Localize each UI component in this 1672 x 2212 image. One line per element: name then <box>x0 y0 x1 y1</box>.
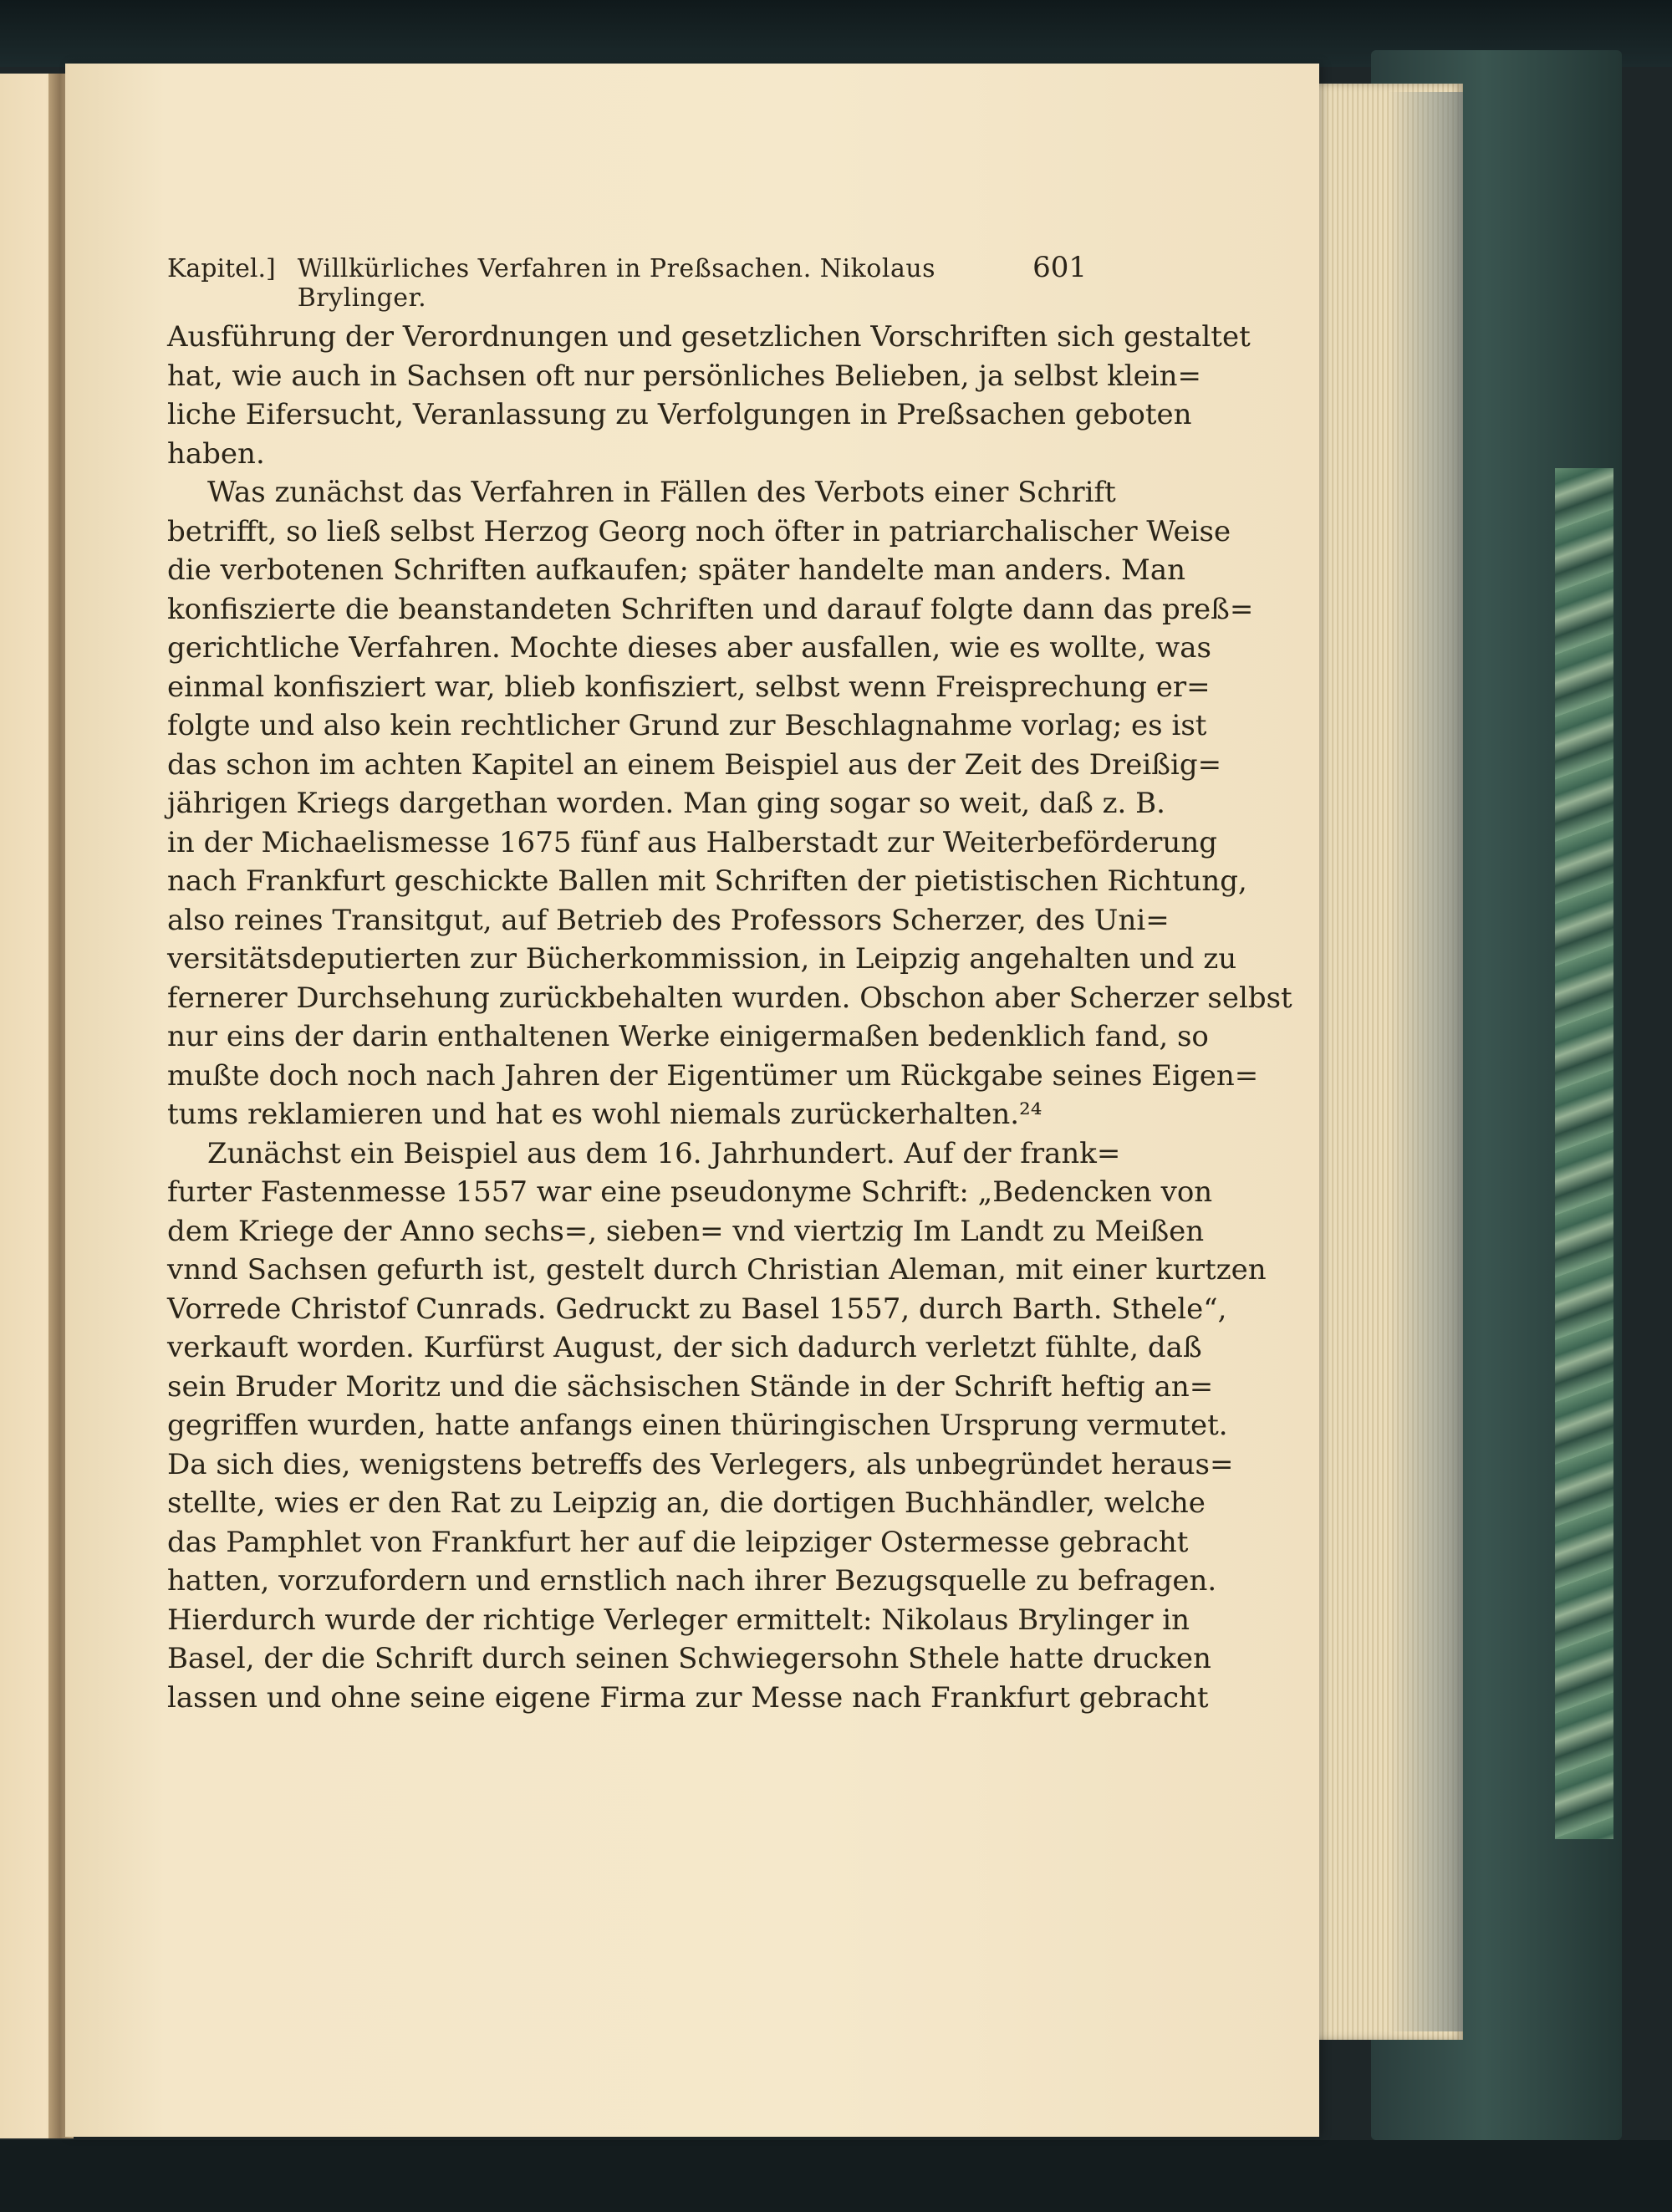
text-line: Vorrede Christof Cunrads. Gedruckt zu Basel 1557, durch Barth. Sthele“, <box>167 1292 1227 1326</box>
text-line: fernerer Durchsehung zurückbehalten wurden. Obschon aber Scherzer selbst <box>167 981 1292 1015</box>
text-line: Da sich dies, wenigstens betreffs des Verlegers, als unbegründet heraus= <box>167 1447 1234 1481</box>
text-line: tums reklamieren und hat es wohl niemals zurückerhalten.²⁴ <box>167 1098 1042 1131</box>
text-line: nur eins der darin enthaltenen Werke einigermaßen bedenklich fand, so <box>167 1020 1209 1053</box>
text-line: also reines Transitgut, auf Betrieb des Professors Scherzer, des Uni= <box>167 903 1170 937</box>
text-line: das Pamphlet von Frankfurt her auf die leipziger Ostermesse gebracht <box>167 1525 1189 1559</box>
text-line: nach Frankfurt geschickte Ballen mit Schriften der pietistischen Richtung, <box>167 864 1247 898</box>
text-line: vnnd Sachsen gefurth ist, gestelt durch Christian Aleman, mit einer kurtzen <box>167 1253 1267 1287</box>
marbled-endpaper <box>1555 468 1613 1839</box>
text-line: dem Kriege der Anno sechs=, sieben= vnd viertzig Im Landt zu Meißen <box>167 1214 1205 1248</box>
page-number: 601 <box>1032 251 1087 284</box>
text-line: jährigen Kriegs dargethan worden. Man ging sogar so weit, daß z. B. <box>167 787 1165 820</box>
running-head-chapter: Kapitel.] <box>167 254 276 283</box>
body-text <box>167 318 1292 1717</box>
text-line: verkauft worden. Kurfürst August, der sich dadurch verletzt fühlte, daß <box>167 1331 1202 1364</box>
book-cover-bottom <box>0 2140 1672 2212</box>
text-line: die verbotenen Schriften aufkaufen; später handelte man anders. Man <box>167 553 1186 587</box>
text-line: in der Michaelismesse 1675 fünf aus Halberstadt zur Weiterbeförderung <box>167 825 1217 859</box>
text-line: furter Fastenmesse 1557 war eine pseudonyme Schrift: „Bedencken von <box>167 1175 1213 1209</box>
text-line: gegriffen wurden, hatte anfangs einen thüringischen Ursprung vermutet. <box>167 1409 1228 1442</box>
text-line: Was zunächst das Verfahren in Fällen des Verbots einer Schrift <box>207 476 1116 509</box>
text-line: liche Eifersucht, Veranlassung zu Verfolgungen in Preßsachen geboten <box>167 398 1192 431</box>
text-line: versitätsdeputierten zur Bücherkommission, in Leipzig angehalten und zu <box>167 942 1237 976</box>
text-line: Basel, der die Schrift durch seinen Schwiegersohn Sthele hatte drucken <box>167 1642 1211 1675</box>
text-line: haben. <box>167 436 265 471</box>
text-line: das schon im achten Kapitel an einem Beispiel aus der Zeit des Dreißig= <box>167 747 1222 782</box>
text-line: mußte doch noch nach Jahren der Eigentümer um Rückgabe seines Eigen= <box>167 1058 1259 1093</box>
text-line: folgte und also kein rechtlicher Grund zur Beschlagnahme vorlag; es ist <box>167 709 1207 742</box>
text-line: lassen und ohne seine eigene Firma zur Messe nach Frankfurt gebracht <box>167 1680 1209 1715</box>
text-line: sein Bruder Moritz und die sächsischen Stände in der Schrift heftig an= <box>167 1369 1214 1404</box>
text-line: gerichtliche Verfahren. Mochte dieses aber ausfallen, wie es wollte, was <box>167 631 1211 665</box>
text-line: Hierdurch wurde der richtige Verleger ermittelt: Nikolaus Brylinger in <box>167 1603 1190 1637</box>
page-edges-shadow <box>1388 92 1463 2031</box>
text-line: konfiszierte die beanstandeten Schriften und darauf folgte dann das preß= <box>167 592 1254 626</box>
text-line: Ausführung der Verordnungen und gesetzlichen Vorschriften sich gestaltet <box>167 320 1251 354</box>
text-line: einmal konfisziert war, blieb konfisziert, selbst wenn Freisprechung er= <box>167 670 1211 704</box>
text-line: stellte, wies er den Rat zu Leipzig an, die dortigen Buchhändler, welche <box>167 1486 1206 1520</box>
text-line: hat, wie auch in Sachsen oft nur persönliches Belieben, ja selbst klein= <box>167 359 1201 393</box>
text-line: Zunächst ein Beispiel aus dem 16. Jahrhundert. Auf der frank= <box>207 1136 1121 1170</box>
text-line: betrifft, so ließ selbst Herzog Georg noch öfter in patriarchalischer Weise <box>167 514 1231 548</box>
running-head-title: Willkürliches Verfahren in Preßsachen. Nikolaus Brylinger. <box>297 254 936 313</box>
running-head <box>167 251 1087 313</box>
text-line: hatten, vorzufordern und ernstlich nach ihrer Bezugsquelle zu befragen. <box>167 1564 1217 1598</box>
